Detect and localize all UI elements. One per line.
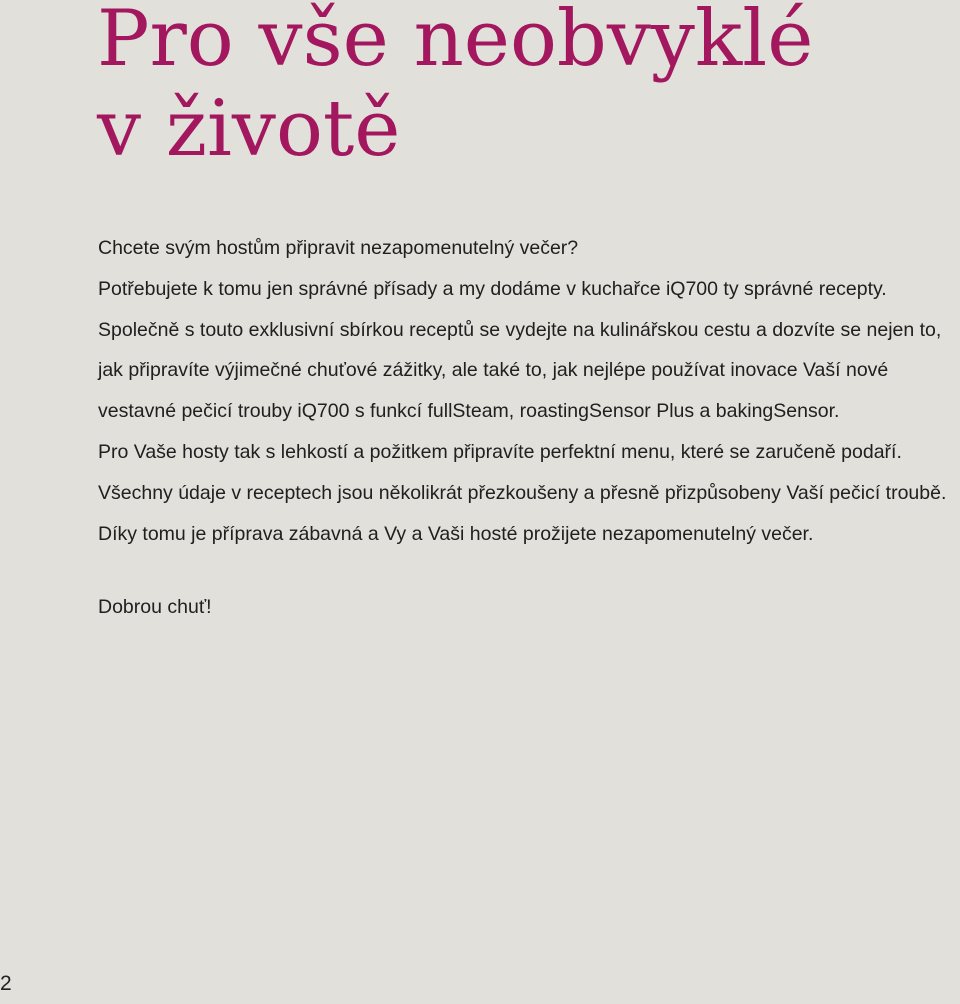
title-line-1: Pro vše neobvyklé — [97, 0, 814, 84]
closing-text: Dobrou chuť! — [98, 596, 212, 618]
text-line: Chcete svým hostům připravit nezapomenutelný večer? — [98, 237, 579, 259]
text-line: vestavné pečicí trouby iQ700 s funkcí fullSteam, roastingSensor Plus a bakingSensor. — [98, 400, 840, 423]
page-number: 2 — [0, 972, 12, 995]
text-line: jak připravíte výjimečné chuťové zážitky, ale také to, jak nejlépe používat inovace Vaší nové — [98, 359, 889, 382]
text-line: Potřebujete k tomu jen správné přísady a my dodáme v kuchařce iQ700 ty správné recepty. — [98, 277, 887, 300]
title-line-2: v životě — [97, 84, 401, 174]
intro-text — [98, 228, 958, 554]
text-line: Pro Vaše hosty tak s lehkostí a požitkem připravíte perfektní menu, které se zaručeně podaří. — [98, 440, 902, 463]
text-line: Všechny údaje v receptech jsou několikrát přezkoušeny a přesně přizpůsobeny Vaší pečicí troubě. — [98, 481, 947, 504]
text-line: Společně s touto exklusivní sbírkou receptů se vydejte na kulinářskou cestu a dozvíte se nejen to, — [98, 318, 942, 341]
text-line: Díky tomu je příprava zábavná a Vy a Vaši hosté prožijete nezapomenutelný večer. — [98, 522, 814, 545]
page-title — [97, 0, 813, 174]
